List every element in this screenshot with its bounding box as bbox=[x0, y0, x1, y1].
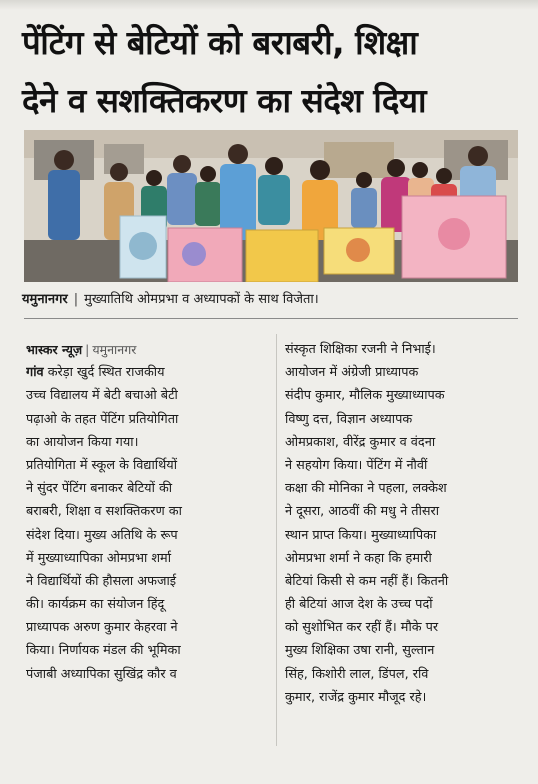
article-line: ने सहयोग किया। पेंटिंग में नौवीं bbox=[285, 457, 428, 473]
article-line: संदीप कुमार, मौलिक मुख्याध्यापक bbox=[285, 388, 445, 404]
article-line: कुमार, राजेंद्र कुमार मौजूद रहे। bbox=[285, 689, 427, 705]
article-line: ने सुंदर पेंटिंग बनाकर बेटियों की bbox=[26, 481, 173, 497]
caption-text: मुख्यातिथि ओमप्रभा व अध्यापकों के साथ विजेता। bbox=[84, 292, 319, 307]
caption-divider bbox=[24, 318, 518, 319]
article-line: मुख्य शिक्षिका उषा रानी, सुल्तान bbox=[285, 643, 435, 659]
byline-separator: | bbox=[85, 342, 90, 357]
article-line: प्राध्यापक अरुण कुमार केहरवा ने bbox=[26, 620, 178, 636]
article-line bbox=[26, 361, 272, 384]
article-line-text: करेड़ा खुर्द स्थित राजकीय bbox=[47, 365, 165, 381]
article-line: में मुख्याध्यापिका ओमप्रभा शर्मा bbox=[26, 550, 172, 566]
article-line: विष्णु दत्त, विज्ञान अध्यापक bbox=[285, 411, 413, 427]
article-line: बराबरी, शिक्षा व सशक्तिकरण का bbox=[26, 504, 182, 520]
article-column-right bbox=[285, 338, 525, 709]
article-line: उच्च विद्यालय में बेटी बचाओ बेटी bbox=[26, 388, 178, 404]
byline-city: यमुनानगर bbox=[92, 342, 137, 357]
article-line: संस्कृत शिक्षिका रजनी ने निभाई। bbox=[285, 342, 436, 357]
article-line: को सुशोभित कर रहीं हैं। मौके पर bbox=[285, 620, 439, 636]
column-divider bbox=[276, 334, 277, 746]
article-line: संदेश दिया। मुख्य अतिथि के रूप bbox=[26, 527, 178, 543]
article-line: ही बेटियां आज देश के उच्च पदों bbox=[285, 597, 433, 613]
headline bbox=[22, 14, 532, 130]
headline-line-2: देने व सशक्तिकरण का संदेश दिया bbox=[22, 81, 427, 120]
byline-source: भास्कर न्यूज़ bbox=[26, 342, 83, 357]
caption-separator: | bbox=[73, 292, 79, 307]
article-line: सिंह, किशोरी लाल, डिंपल, रवि bbox=[285, 666, 429, 682]
article-line: कक्षा की मोनिका ने पहला, लक्केश bbox=[285, 481, 447, 497]
article-line: ओमप्रभा शर्मा ने कहा कि हमारी bbox=[285, 550, 432, 566]
headline-line-1: पेंटिंग से बेटियों को बराबरी, शिक्षा bbox=[22, 23, 418, 62]
article-line: आयोजन में अंग्रेजी प्राध्यापक bbox=[285, 365, 419, 381]
news-photo bbox=[24, 130, 518, 282]
article-line: ने विद्यार्थियों की हौसला अफजाई bbox=[26, 573, 177, 589]
group-photo-icon bbox=[24, 130, 518, 282]
article-line: स्थान प्राप्त किया। मुख्याध्यापिका bbox=[285, 527, 437, 543]
caption-place: यमुनानगर bbox=[22, 292, 68, 307]
byline bbox=[26, 338, 272, 361]
page-top-edge bbox=[0, 0, 538, 10]
article-line: ओमप्रकाश, वीरेंद्र कुमार व वंदना bbox=[285, 434, 436, 450]
dateline: गांव bbox=[26, 365, 44, 381]
article-line: ने दूसरा, आठवीं की मधु ने तीसरा bbox=[285, 504, 440, 520]
article-line: की। कार्यक्रम का संयोजन हिंदू bbox=[26, 597, 165, 613]
photo-caption bbox=[22, 286, 522, 314]
article-line: प्रतियोगिता में स्कूल के विद्यार्थियों bbox=[26, 457, 178, 473]
article-line: किया। निर्णायक मंडल की भूमिका bbox=[26, 643, 181, 659]
article-line: पंजाबी अध्यापिका सुखिंद्र कौर व bbox=[26, 666, 177, 682]
article-column-left bbox=[26, 338, 272, 686]
article-line: का आयोजन किया गया। bbox=[26, 434, 139, 450]
article-line: पढ़ाओ के तहत पेंटिंग प्रतियोगिता bbox=[26, 411, 179, 427]
article-line: बेटियां किसी से कम नहीं हैं। कितनी bbox=[285, 573, 449, 589]
